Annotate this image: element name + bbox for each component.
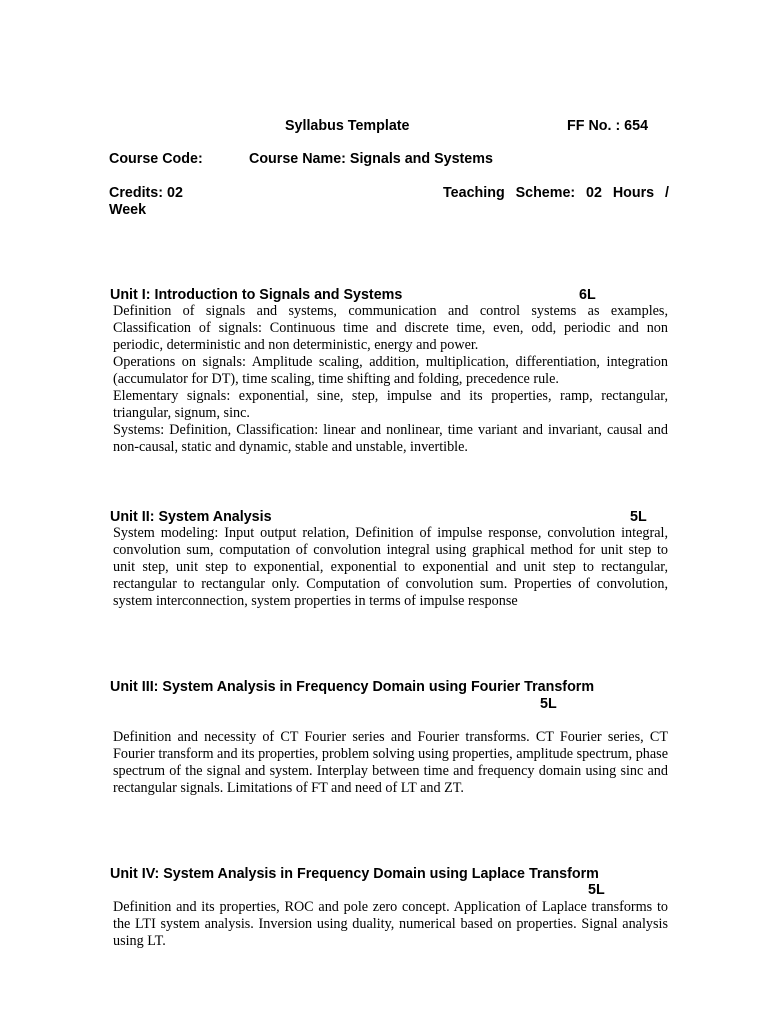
teaching-scheme-continued: Week xyxy=(109,202,147,218)
unit-1-content xyxy=(113,303,668,456)
unit-2-hours: 5L xyxy=(630,509,647,525)
unit-4-paragraph: Definition and its properties, ROC and pole zero concept. Application of Laplace transforms to the LTI system analysis. Inversion using duality, numerical based on properties. Signal analysis using LT. xyxy=(113,899,668,949)
unit-4-hours: 5L xyxy=(588,882,605,898)
unit-2-title: Unit II: System Analysis xyxy=(110,509,272,525)
unit-1-hours: 6L xyxy=(579,287,596,303)
teaching-scheme: Teaching Scheme: 02 Hours / xyxy=(443,185,669,201)
unit-4-content xyxy=(113,899,668,950)
document-title: Syllabus Template xyxy=(285,118,410,134)
unit-1-paragraph: Definition of signals and systems, communication and control systems as examples, Classification of signals: Continuous time and discrete time, even, odd, periodic and non periodic, deterministic and non deterministic, energy and power. xyxy=(113,303,668,353)
course-name: Course Name: Signals and Systems xyxy=(249,151,493,167)
unit-1-paragraph: Systems: Definition, Classification: linear and nonlinear, time variant and invariant, causal and non-causal, static and dynamic, stable and unstable, invertible. xyxy=(113,422,668,455)
unit-3-paragraph: Definition and necessity of CT Fourier series and Fourier transforms. CT Fourier series, CT Fourier transform and its properties, problem solving using properties, amplitude spectrum, phase spectrum of the signal and system. Interplay between time and frequency domain using sinc and rectangular signals. Limitations of FT and need of LT and ZT. xyxy=(113,729,668,796)
course-code-label: Course Code: xyxy=(109,151,203,167)
ff-number: FF No. : 654 xyxy=(567,118,649,134)
unit-3-content xyxy=(113,729,668,797)
unit-2-content xyxy=(113,525,668,610)
unit-4-title: Unit IV: System Analysis in Frequency Domain using Laplace Transform xyxy=(110,866,599,882)
unit-1-title: Unit I: Introduction to Signals and Systems xyxy=(110,287,403,303)
credits: Credits: 02 xyxy=(109,185,183,201)
unit-3-title: Unit III: System Analysis in Frequency Domain using Fourier Transform xyxy=(110,679,595,695)
unit-2-paragraph: System modeling: Input output relation, Definition of impulse response, convolution integral, convolution sum, computation of convolution integral using graphical method for unit step to unit step, unit step to exponential, exponential to exponential and unit step to rectangular, rectangular to rectangular only. Computation of convolution sum. Properties of convolution, system interconnection, system properties in terms of impulse response xyxy=(113,525,668,609)
unit-3-hours: 5L xyxy=(540,696,557,712)
unit-1-paragraph: Elementary signals: exponential, sine, step, impulse and its properties, ramp, rectangular, triangular, signum, sinc. xyxy=(113,388,668,421)
unit-1-paragraph: Operations on signals: Amplitude scaling, addition, multiplication, differentiation, integration (accumulator for DT), time scaling, time shifting and folding, precedence rule. xyxy=(113,354,668,387)
